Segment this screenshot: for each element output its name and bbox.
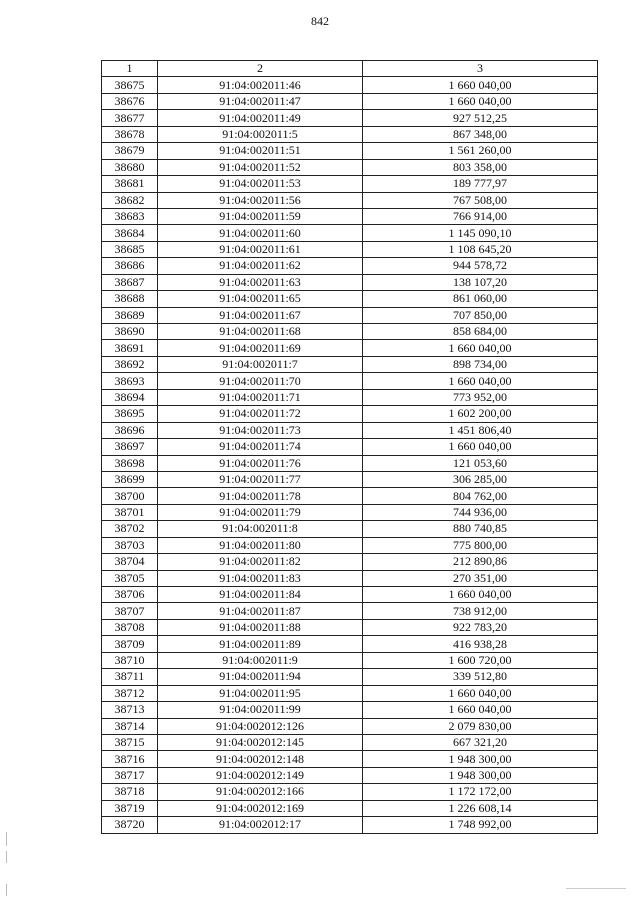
row-number-cell: 38685	[102, 241, 158, 257]
column-header-3: 3	[363, 61, 598, 77]
cadastral-number-cell: 91:04:002011:94	[158, 669, 363, 685]
table-row	[102, 702, 598, 718]
cadastral-number-cell: 91:04:002012:145	[158, 734, 363, 750]
value-cell: 898 734,00	[363, 356, 598, 372]
cadastral-number-cell: 91:04:002011:56	[158, 192, 363, 208]
row-number-cell: 38718	[102, 784, 158, 800]
row-number-cell: 38684	[102, 225, 158, 241]
row-number-cell: 38686	[102, 258, 158, 274]
table-row	[102, 652, 598, 668]
value-cell: 773 952,00	[363, 389, 598, 405]
table-row	[102, 77, 598, 93]
cadastral-number-cell: 91:04:002011:52	[158, 159, 363, 175]
value-cell: 1 660 040,00	[363, 702, 598, 718]
row-number-cell: 38687	[102, 274, 158, 290]
row-number-cell: 38695	[102, 406, 158, 422]
value-cell: 1 660 040,00	[363, 439, 598, 455]
table-row	[102, 570, 598, 586]
value-cell: 867 348,00	[363, 126, 598, 142]
row-number-cell: 38703	[102, 537, 158, 553]
row-number-cell: 38699	[102, 471, 158, 487]
table-row	[102, 471, 598, 487]
cadastral-number-cell: 91:04:002011:87	[158, 603, 363, 619]
row-number-cell: 38675	[102, 77, 158, 93]
value-cell: 744 936,00	[363, 504, 598, 520]
value-cell: 138 107,20	[363, 274, 598, 290]
cadastral-number-cell: 91:04:002011:69	[158, 340, 363, 356]
cadastral-number-cell: 91:04:002012:169	[158, 800, 363, 816]
table-row	[102, 192, 598, 208]
cadastral-number-cell: 91:04:002011:65	[158, 291, 363, 307]
row-number-cell: 38710	[102, 652, 158, 668]
table-row	[102, 291, 598, 307]
table-row	[102, 817, 598, 833]
value-cell: 212 890,86	[363, 554, 598, 570]
table-row	[102, 126, 598, 142]
cadastral-number-cell: 91:04:002011:99	[158, 702, 363, 718]
cadastral-number-cell: 91:04:002011:47	[158, 93, 363, 109]
row-number-cell: 38707	[102, 603, 158, 619]
cadastral-number-cell: 91:04:002011:74	[158, 439, 363, 455]
cadastral-number-cell: 91:04:002012:148	[158, 751, 363, 767]
table-row	[102, 734, 598, 750]
table-row	[102, 718, 598, 734]
row-number-cell: 38679	[102, 143, 158, 159]
table-row	[102, 800, 598, 816]
registry-table	[101, 60, 598, 834]
value-cell: 922 783,20	[363, 619, 598, 635]
value-cell: 858 684,00	[363, 324, 598, 340]
row-number-cell: 38683	[102, 208, 158, 224]
table-row	[102, 324, 598, 340]
cadastral-number-cell: 91:04:002011:53	[158, 176, 363, 192]
value-cell: 1 451 806,40	[363, 422, 598, 438]
table-row	[102, 356, 598, 372]
value-cell: 1 660 040,00	[363, 587, 598, 603]
row-number-cell: 38688	[102, 291, 158, 307]
row-number-cell: 38719	[102, 800, 158, 816]
cadastral-number-cell: 91:04:002011:5	[158, 126, 363, 142]
bottom-rule	[566, 888, 626, 889]
row-number-cell: 38696	[102, 422, 158, 438]
cadastral-number-cell: 91:04:002011:68	[158, 324, 363, 340]
table-row	[102, 784, 598, 800]
cadastral-number-cell: 91:04:002011:61	[158, 241, 363, 257]
row-number-cell: 38689	[102, 307, 158, 323]
row-number-cell: 38677	[102, 110, 158, 126]
row-number-cell: 38717	[102, 767, 158, 783]
value-cell: 861 060,00	[363, 291, 598, 307]
cadastral-number-cell: 91:04:002011:82	[158, 554, 363, 570]
cadastral-number-cell: 91:04:002011:83	[158, 570, 363, 586]
cadastral-number-cell: 91:04:002011:70	[158, 373, 363, 389]
table-header-row	[102, 61, 598, 77]
table-row	[102, 636, 598, 652]
table-row	[102, 422, 598, 438]
table-row	[102, 93, 598, 109]
table-row	[102, 241, 598, 257]
row-number-cell: 38711	[102, 669, 158, 685]
value-cell: 306 285,00	[363, 471, 598, 487]
value-cell: 121 053,60	[363, 455, 598, 471]
table-body	[102, 77, 598, 833]
row-number-cell: 38709	[102, 636, 158, 652]
cadastral-number-cell: 91:04:002011:79	[158, 504, 363, 520]
cadastral-number-cell: 91:04:002011:59	[158, 208, 363, 224]
table-row	[102, 767, 598, 783]
table-row	[102, 455, 598, 471]
value-cell: 766 914,00	[363, 208, 598, 224]
value-cell: 1 660 040,00	[363, 77, 598, 93]
value-cell: 1 600 720,00	[363, 652, 598, 668]
value-cell: 1 226 608,14	[363, 800, 598, 816]
row-number-cell: 38714	[102, 718, 158, 734]
value-cell: 1 145 090,10	[363, 225, 598, 241]
value-cell: 775 800,00	[363, 537, 598, 553]
page-number: 842	[311, 14, 329, 28]
value-cell: 339 512,80	[363, 669, 598, 685]
cadastral-number-cell: 91:04:002011:8	[158, 521, 363, 537]
cadastral-number-cell: 91:04:002011:95	[158, 685, 363, 701]
cadastral-number-cell: 91:04:002011:89	[158, 636, 363, 652]
cadastral-number-cell: 91:04:002012:126	[158, 718, 363, 734]
value-cell: 1 660 040,00	[363, 685, 598, 701]
table-row	[102, 373, 598, 389]
value-cell: 270 351,00	[363, 570, 598, 586]
row-number-cell: 38681	[102, 176, 158, 192]
table-row	[102, 521, 598, 537]
table-row	[102, 110, 598, 126]
cadastral-number-cell: 91:04:002011:63	[158, 274, 363, 290]
value-cell: 803 358,00	[363, 159, 598, 175]
cadastral-number-cell: 91:04:002012:166	[158, 784, 363, 800]
cadastral-number-cell: 91:04:002011:71	[158, 389, 363, 405]
row-number-cell: 38720	[102, 817, 158, 833]
value-cell: 189 777,97	[363, 176, 598, 192]
value-cell: 1 172 172,00	[363, 784, 598, 800]
cadastral-number-cell: 91:04:002012:149	[158, 767, 363, 783]
cadastral-number-cell: 91:04:002011:9	[158, 652, 363, 668]
row-number-cell: 38705	[102, 570, 158, 586]
cadastral-number-cell: 91:04:002011:80	[158, 537, 363, 553]
value-cell: 1 748 992,00	[363, 817, 598, 833]
value-cell: 1 660 040,00	[363, 373, 598, 389]
cadastral-number-cell: 91:04:002011:51	[158, 143, 363, 159]
row-number-cell: 38682	[102, 192, 158, 208]
cadastral-number-cell: 91:04:002011:73	[158, 422, 363, 438]
margin-mark-mid	[6, 851, 7, 863]
row-number-cell: 38708	[102, 619, 158, 635]
value-cell: 707 850,00	[363, 307, 598, 323]
value-cell: 1 561 260,00	[363, 143, 598, 159]
table-row	[102, 554, 598, 570]
value-cell: 667 321,20	[363, 734, 598, 750]
value-cell: 1 660 040,00	[363, 93, 598, 109]
cadastral-number-cell: 91:04:002011:46	[158, 77, 363, 93]
value-cell: 880 740,85	[363, 521, 598, 537]
table-row	[102, 143, 598, 159]
cadastral-number-cell: 91:04:002011:77	[158, 471, 363, 487]
table-row	[102, 225, 598, 241]
table-row	[102, 603, 598, 619]
table-row	[102, 587, 598, 603]
table-row	[102, 685, 598, 701]
row-number-cell: 38676	[102, 93, 158, 109]
cadastral-number-cell: 91:04:002011:76	[158, 455, 363, 471]
value-cell: 738 912,00	[363, 603, 598, 619]
table-row	[102, 176, 598, 192]
column-header-1: 1	[102, 61, 158, 77]
table-row	[102, 406, 598, 422]
margin-mark-top	[6, 832, 7, 846]
table-row	[102, 504, 598, 520]
value-cell: 804 762,00	[363, 488, 598, 504]
cadastral-number-cell: 91:04:002011:49	[158, 110, 363, 126]
row-number-cell: 38716	[102, 751, 158, 767]
table-row	[102, 619, 598, 635]
table-row	[102, 274, 598, 290]
cadastral-number-cell: 91:04:002012:17	[158, 817, 363, 833]
cadastral-number-cell: 91:04:002011:72	[158, 406, 363, 422]
cadastral-number-cell: 91:04:002011:62	[158, 258, 363, 274]
row-number-cell: 38706	[102, 587, 158, 603]
table-row	[102, 307, 598, 323]
table-row	[102, 751, 598, 767]
row-number-cell: 38715	[102, 734, 158, 750]
table-row	[102, 488, 598, 504]
row-number-cell: 38700	[102, 488, 158, 504]
cadastral-number-cell: 91:04:002011:60	[158, 225, 363, 241]
value-cell: 1 948 300,00	[363, 751, 598, 767]
row-number-cell: 38680	[102, 159, 158, 175]
margin-mark-bottom	[6, 884, 7, 896]
value-cell: 1 948 300,00	[363, 767, 598, 783]
row-number-cell: 38701	[102, 504, 158, 520]
row-number-cell: 38693	[102, 373, 158, 389]
cadastral-number-cell: 91:04:002011:78	[158, 488, 363, 504]
table-row	[102, 340, 598, 356]
cadastral-number-cell: 91:04:002011:67	[158, 307, 363, 323]
cadastral-number-cell: 91:04:002011:7	[158, 356, 363, 372]
value-cell: 2 079 830,00	[363, 718, 598, 734]
cadastral-number-cell: 91:04:002011:84	[158, 587, 363, 603]
table-row	[102, 537, 598, 553]
value-cell: 1 108 645,20	[363, 241, 598, 257]
row-number-cell: 38691	[102, 340, 158, 356]
value-cell: 927 512,25	[363, 110, 598, 126]
table-row	[102, 159, 598, 175]
row-number-cell: 38694	[102, 389, 158, 405]
row-number-cell: 38698	[102, 455, 158, 471]
value-cell: 416 938,28	[363, 636, 598, 652]
row-number-cell: 38697	[102, 439, 158, 455]
row-number-cell: 38692	[102, 356, 158, 372]
value-cell: 944 578,72	[363, 258, 598, 274]
value-cell: 767 508,00	[363, 192, 598, 208]
row-number-cell: 38678	[102, 126, 158, 142]
value-cell: 1 602 200,00	[363, 406, 598, 422]
cadastral-number-cell: 91:04:002011:88	[158, 619, 363, 635]
row-number-cell: 38713	[102, 702, 158, 718]
table-row	[102, 258, 598, 274]
table-row	[102, 208, 598, 224]
row-number-cell: 38702	[102, 521, 158, 537]
row-number-cell: 38704	[102, 554, 158, 570]
table-row	[102, 439, 598, 455]
column-header-2: 2	[158, 61, 363, 77]
value-cell: 1 660 040,00	[363, 340, 598, 356]
row-number-cell: 38690	[102, 324, 158, 340]
table-row	[102, 669, 598, 685]
row-number-cell: 38712	[102, 685, 158, 701]
table-row	[102, 389, 598, 405]
